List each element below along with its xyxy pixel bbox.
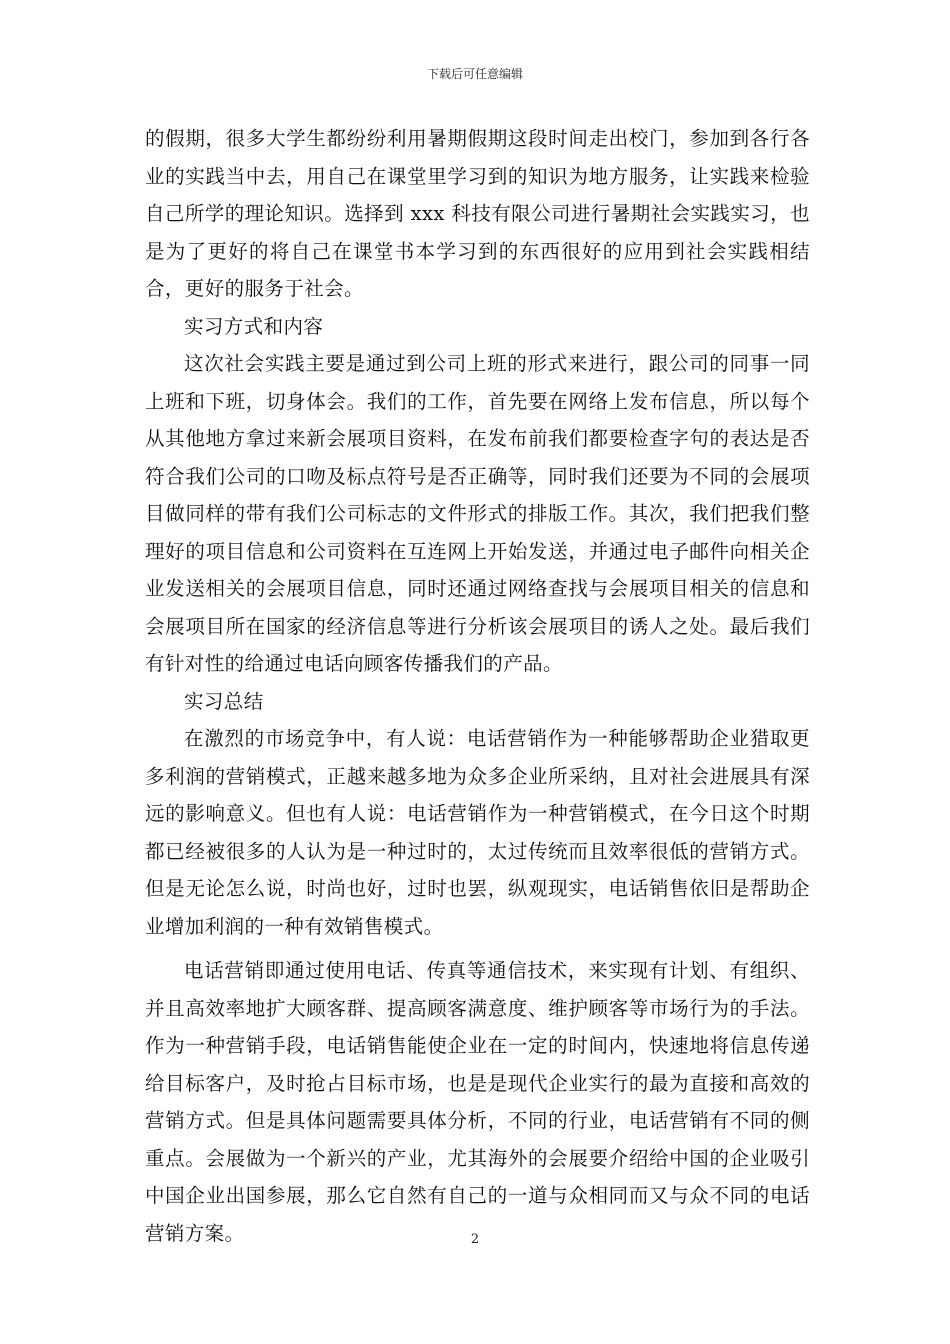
- summary-paragraph-1: 在激烈的市场竞争中，有人说：电话营销作为一种能够帮助企业猎取更多利润的营销模式，正越来越多地为众多企业所采纳，且对社会进展具有深远的影响意义。但也有人说：电话营销作为一种营销模式，在今日这个时期都已经被很多的人认为是一种过时的，太过传统而且效率很低的营销方式。但是无论怎么说，时尚也好，过时也罢，纵观现实，电话销售依旧是帮助企业增加利润的一种有效销售模式。: [145, 727, 810, 938]
- page-header: 下载后可任意编辑: [426, 67, 523, 81]
- summary-paragraph-2: 电话营销即通过使用电话、传真等通信技术，来实现有计划、有组织、并且高效率地扩大顾客群、提高顾客满意度、维护顾客等市场行为的手法。作为一种营销手段，电话销售能使企业在一定的时间内，快速地将信息传递给目标客户，及时抢占目标市场，也是是现代企业实行的最为直接和高效的营销方式。但是具体问题需要具体分析，不同的行业，电话营销有不同的侧重点。会展做为一个新兴的产业，尤其海外的会展要介绍给中国的企业吸引中国企业出国参展，那么它自然有自己的一道与众相同而又与众不同的电话营销方案。: [145, 959, 810, 1245]
- document-body: [145, 120, 810, 1252]
- method-paragraph: 这次社会实践主要是通过到公司上班的形式来进行，跟公司的同事一同上班和下班，切身体会。我们的工作，首先要在网络上发布信息，所以每个从其他地方拿过来新会展项目资料，在发布前我们都要检查字句的表达是否符合我们公司的口吻及标点符号是否正确等，同时我们还要为不同的会展项目做同样的带有我们公司标志的文件形式的排版工作。其次，我们把我们整理好的项目信息和公司资料在互连网上开始发送，并通过电子邮件向相关企业发送相关的会展项目信息，同时还通过网络查找与会展项目相关的信息和会展项目所在国家的经济信息等进行分析该会展项目的诱人之处。最后我们有针对性的给通过电话向顾客传播我们的产品。: [145, 352, 810, 675]
- page-number: 2: [470, 1232, 480, 1247]
- section-heading-method: 实习方式和内容: [184, 314, 324, 338]
- section-heading-summary: 实习总结: [184, 689, 264, 713]
- intro-paragraph: 的假期，很多大学生都纷纷利用暑期假期这段时间走出校门，参加到各行各业的实践当中去，用自己在课堂里学习到的知识为地方服务，让实践来检验自己所学的理论知识。选择到 xxx 科技有限公司进行暑期社会实践实习，也是为了更好的将自己在课堂书本学习到的东西很好的应用到社会实践相结合，更好的服务于社会。: [145, 127, 810, 300]
